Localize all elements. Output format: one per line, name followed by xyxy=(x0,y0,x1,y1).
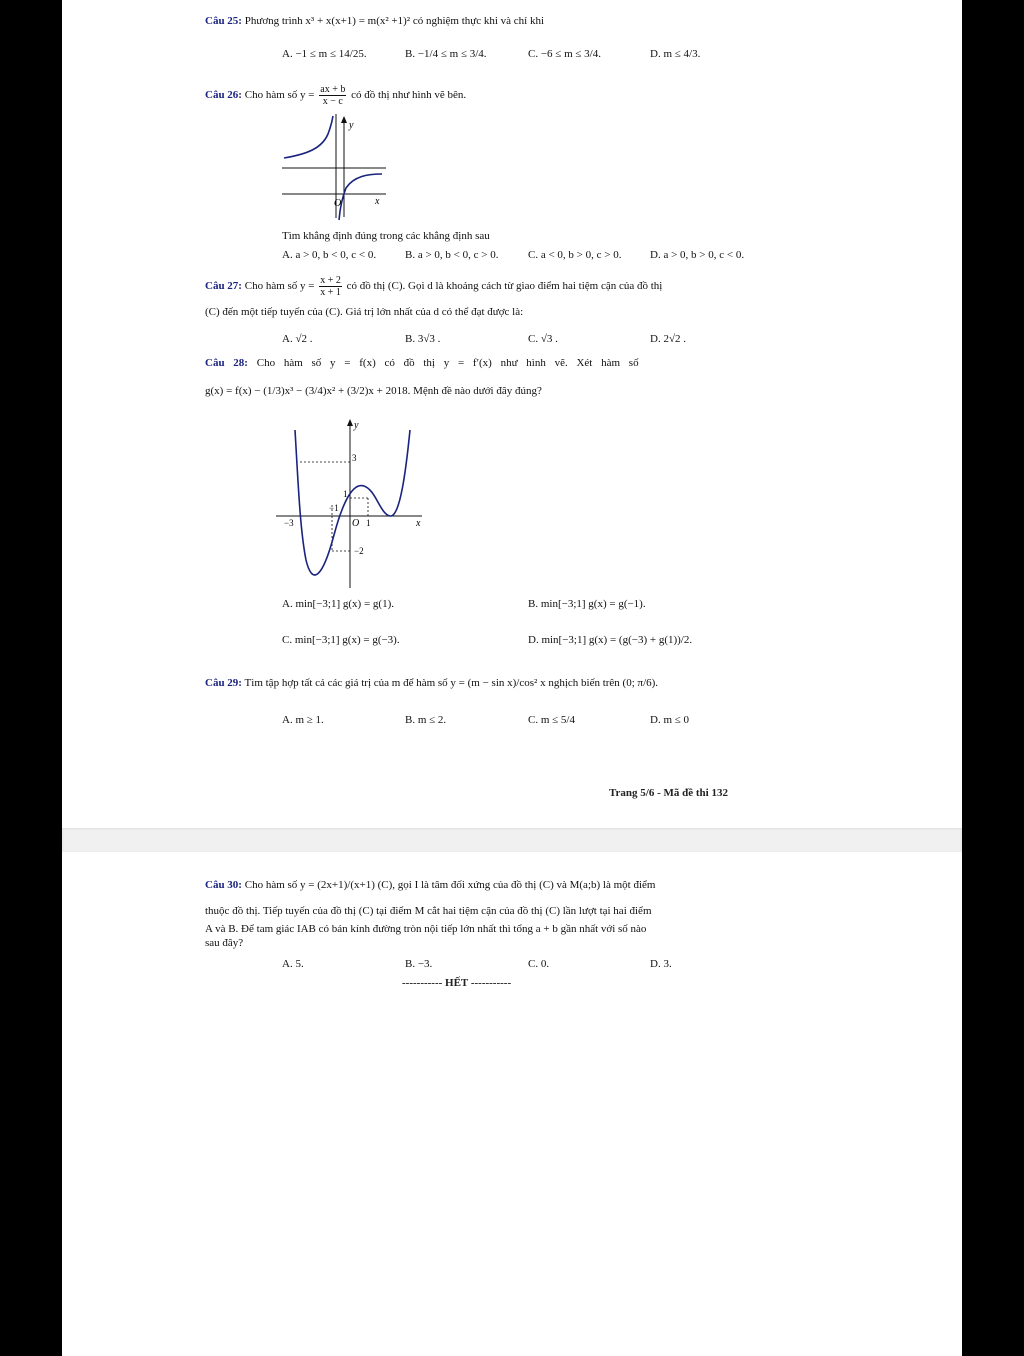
question-text: Cho hàm số y = f(x) có đồ thị y = f′(x) như hình vẽ. Xét hàm số xyxy=(256,357,639,369)
option-c[interactable]: C. 0. xyxy=(528,958,550,970)
tick-1: 1 xyxy=(343,489,348,499)
question-30-line2: thuộc đồ thị. Tiếp tuyến của đồ thị (C) tại điểm M cắt hai tiệm cận của đồ thị (C) lần lượt tại hai điểm xyxy=(205,905,652,917)
question-text: Phương trình x³ + x(x+1) = m(x² +1)² có nghiệm thực khi và chỉ khi xyxy=(244,15,545,27)
option-d[interactable]: D. min[−3;1] g(x) = (g(−3) + g(1))/2. xyxy=(528,634,693,646)
question-number: Câu 27: xyxy=(205,280,242,293)
end-marker: ----------- HẾT ----------- xyxy=(402,977,512,989)
question-text: Cho hàm số y = (2x+1)/(x+1) (C), gọi I là tâm đối xứng của đồ thị (C) và M(a;b) là một điểm xyxy=(244,879,656,891)
tick-minus-1: −1 xyxy=(329,503,339,513)
option-a[interactable]: A. min[−3;1] g(x) = g(1). xyxy=(282,598,394,610)
option-b[interactable]: B. min[−3;1] g(x) = g(−1). xyxy=(528,598,646,610)
option-b[interactable]: B. −1/4 ≤ m ≤ 3/4. xyxy=(405,48,487,60)
question-text-tail: có đồ thị như hình vẽ bên. xyxy=(351,89,467,102)
tick-x-1: 1 xyxy=(366,518,371,528)
option-d[interactable]: D. m ≤ 0 xyxy=(650,714,690,726)
fraction xyxy=(319,84,346,107)
question-27-line2: (C) đến một tiếp tuyến của (C). Giá trị lớn nhất của d có thể đạt được là: xyxy=(205,306,524,318)
q28-graph xyxy=(272,410,432,590)
denominator: x − c xyxy=(322,96,343,107)
x-label: x xyxy=(416,518,421,529)
denominator: x + 1 xyxy=(320,287,341,298)
numerator: x + 2 xyxy=(320,275,341,286)
x-label: x xyxy=(375,196,380,207)
question-number: Câu 28: xyxy=(205,357,248,369)
question-26 xyxy=(205,84,730,107)
y-label: y xyxy=(349,120,354,131)
page-5 xyxy=(62,0,962,828)
y-axis-arrow xyxy=(347,419,353,426)
question-30-line4: sau đây? xyxy=(205,937,244,949)
option-c[interactable]: C. min[−3;1] g(x) = g(−3). xyxy=(282,634,400,646)
y-axis-arrow xyxy=(341,116,347,123)
option-b[interactable]: B. a > 0, b < 0, c > 0. xyxy=(405,249,499,261)
option-d[interactable]: D. a > 0, b > 0, c < 0. xyxy=(650,249,745,261)
option-c[interactable]: C. m ≤ 5/4 xyxy=(528,714,575,726)
origin-label: O xyxy=(352,518,360,529)
q26-graph xyxy=(278,112,390,222)
question-text: Cho hàm số y = xyxy=(244,280,315,293)
page-separator xyxy=(62,828,962,852)
question-29 xyxy=(205,676,730,691)
option-b[interactable]: B. m ≤ 2. xyxy=(405,714,447,726)
option-c[interactable]: C. √3 . xyxy=(528,333,558,345)
question-number: Câu 29: xyxy=(205,677,242,689)
page-footer: Trang 5/6 - Mã đề thi 132 xyxy=(609,787,728,799)
question-text: Cho hàm số y = xyxy=(244,89,315,102)
question-text-tail: có đồ thị (C). Gọi d là khoảng cách từ giao điểm hai tiệm cận của đồ thị xyxy=(346,280,663,293)
option-b[interactable]: B. 3√3 . xyxy=(405,333,441,345)
tick-3: 3 xyxy=(352,453,357,463)
question-number: Câu 30: xyxy=(205,879,242,891)
option-b[interactable]: B. −3. xyxy=(405,958,433,970)
question-25 xyxy=(205,14,730,29)
question-27 xyxy=(205,275,730,298)
fraction xyxy=(319,275,342,298)
question-28-line2: g(x) = f(x) − (1/3)x³ − (3/4)x² + (3/2)x + 2018. Mệnh đề nào dưới đây đúng? xyxy=(205,385,542,397)
origin-label: O xyxy=(334,198,342,209)
question-30-line3: A và B. Để tam giác IAB có bán kính đường tròn nội tiếp lớn nhất thì tổng a + b gần nhất với số nào xyxy=(205,923,647,935)
y-label: y xyxy=(354,420,359,431)
question-30 xyxy=(205,878,730,893)
option-c[interactable]: C. −6 ≤ m ≤ 3/4. xyxy=(528,48,601,60)
numerator: ax + b xyxy=(320,84,346,95)
option-a[interactable]: A. −1 ≤ m ≤ 14/25. xyxy=(282,48,367,60)
option-a[interactable]: A. m ≥ 1. xyxy=(282,714,324,726)
question-text: Tìm tập hợp tất cả các giá trị của m để hàm số y = (m − sin x)/cos² x nghịch biến trên (0; π/6). xyxy=(244,677,659,689)
question-number: Câu 26: xyxy=(205,89,242,102)
option-a[interactable]: A. a > 0, b < 0, c < 0. xyxy=(282,249,377,261)
option-a[interactable]: A. 5. xyxy=(282,958,304,970)
tick-minus-2: −2 xyxy=(354,546,364,556)
option-a[interactable]: A. √2 . xyxy=(282,333,313,345)
option-d[interactable]: D. m ≤ 4/3. xyxy=(650,48,701,60)
tick-minus-3: −3 xyxy=(284,518,294,528)
option-d[interactable]: D. 3. xyxy=(650,958,672,970)
question-28 xyxy=(205,356,730,371)
question-number: Câu 25: xyxy=(205,15,242,27)
option-c[interactable]: C. a < 0, b > 0, c > 0. xyxy=(528,249,622,261)
option-d[interactable]: D. 2√2 . xyxy=(650,333,686,345)
left-branch xyxy=(284,116,333,158)
f-prime-curve xyxy=(295,430,410,575)
question-26-prompt: Tìm khẳng định đúng trong các khẳng định sau xyxy=(282,230,490,242)
